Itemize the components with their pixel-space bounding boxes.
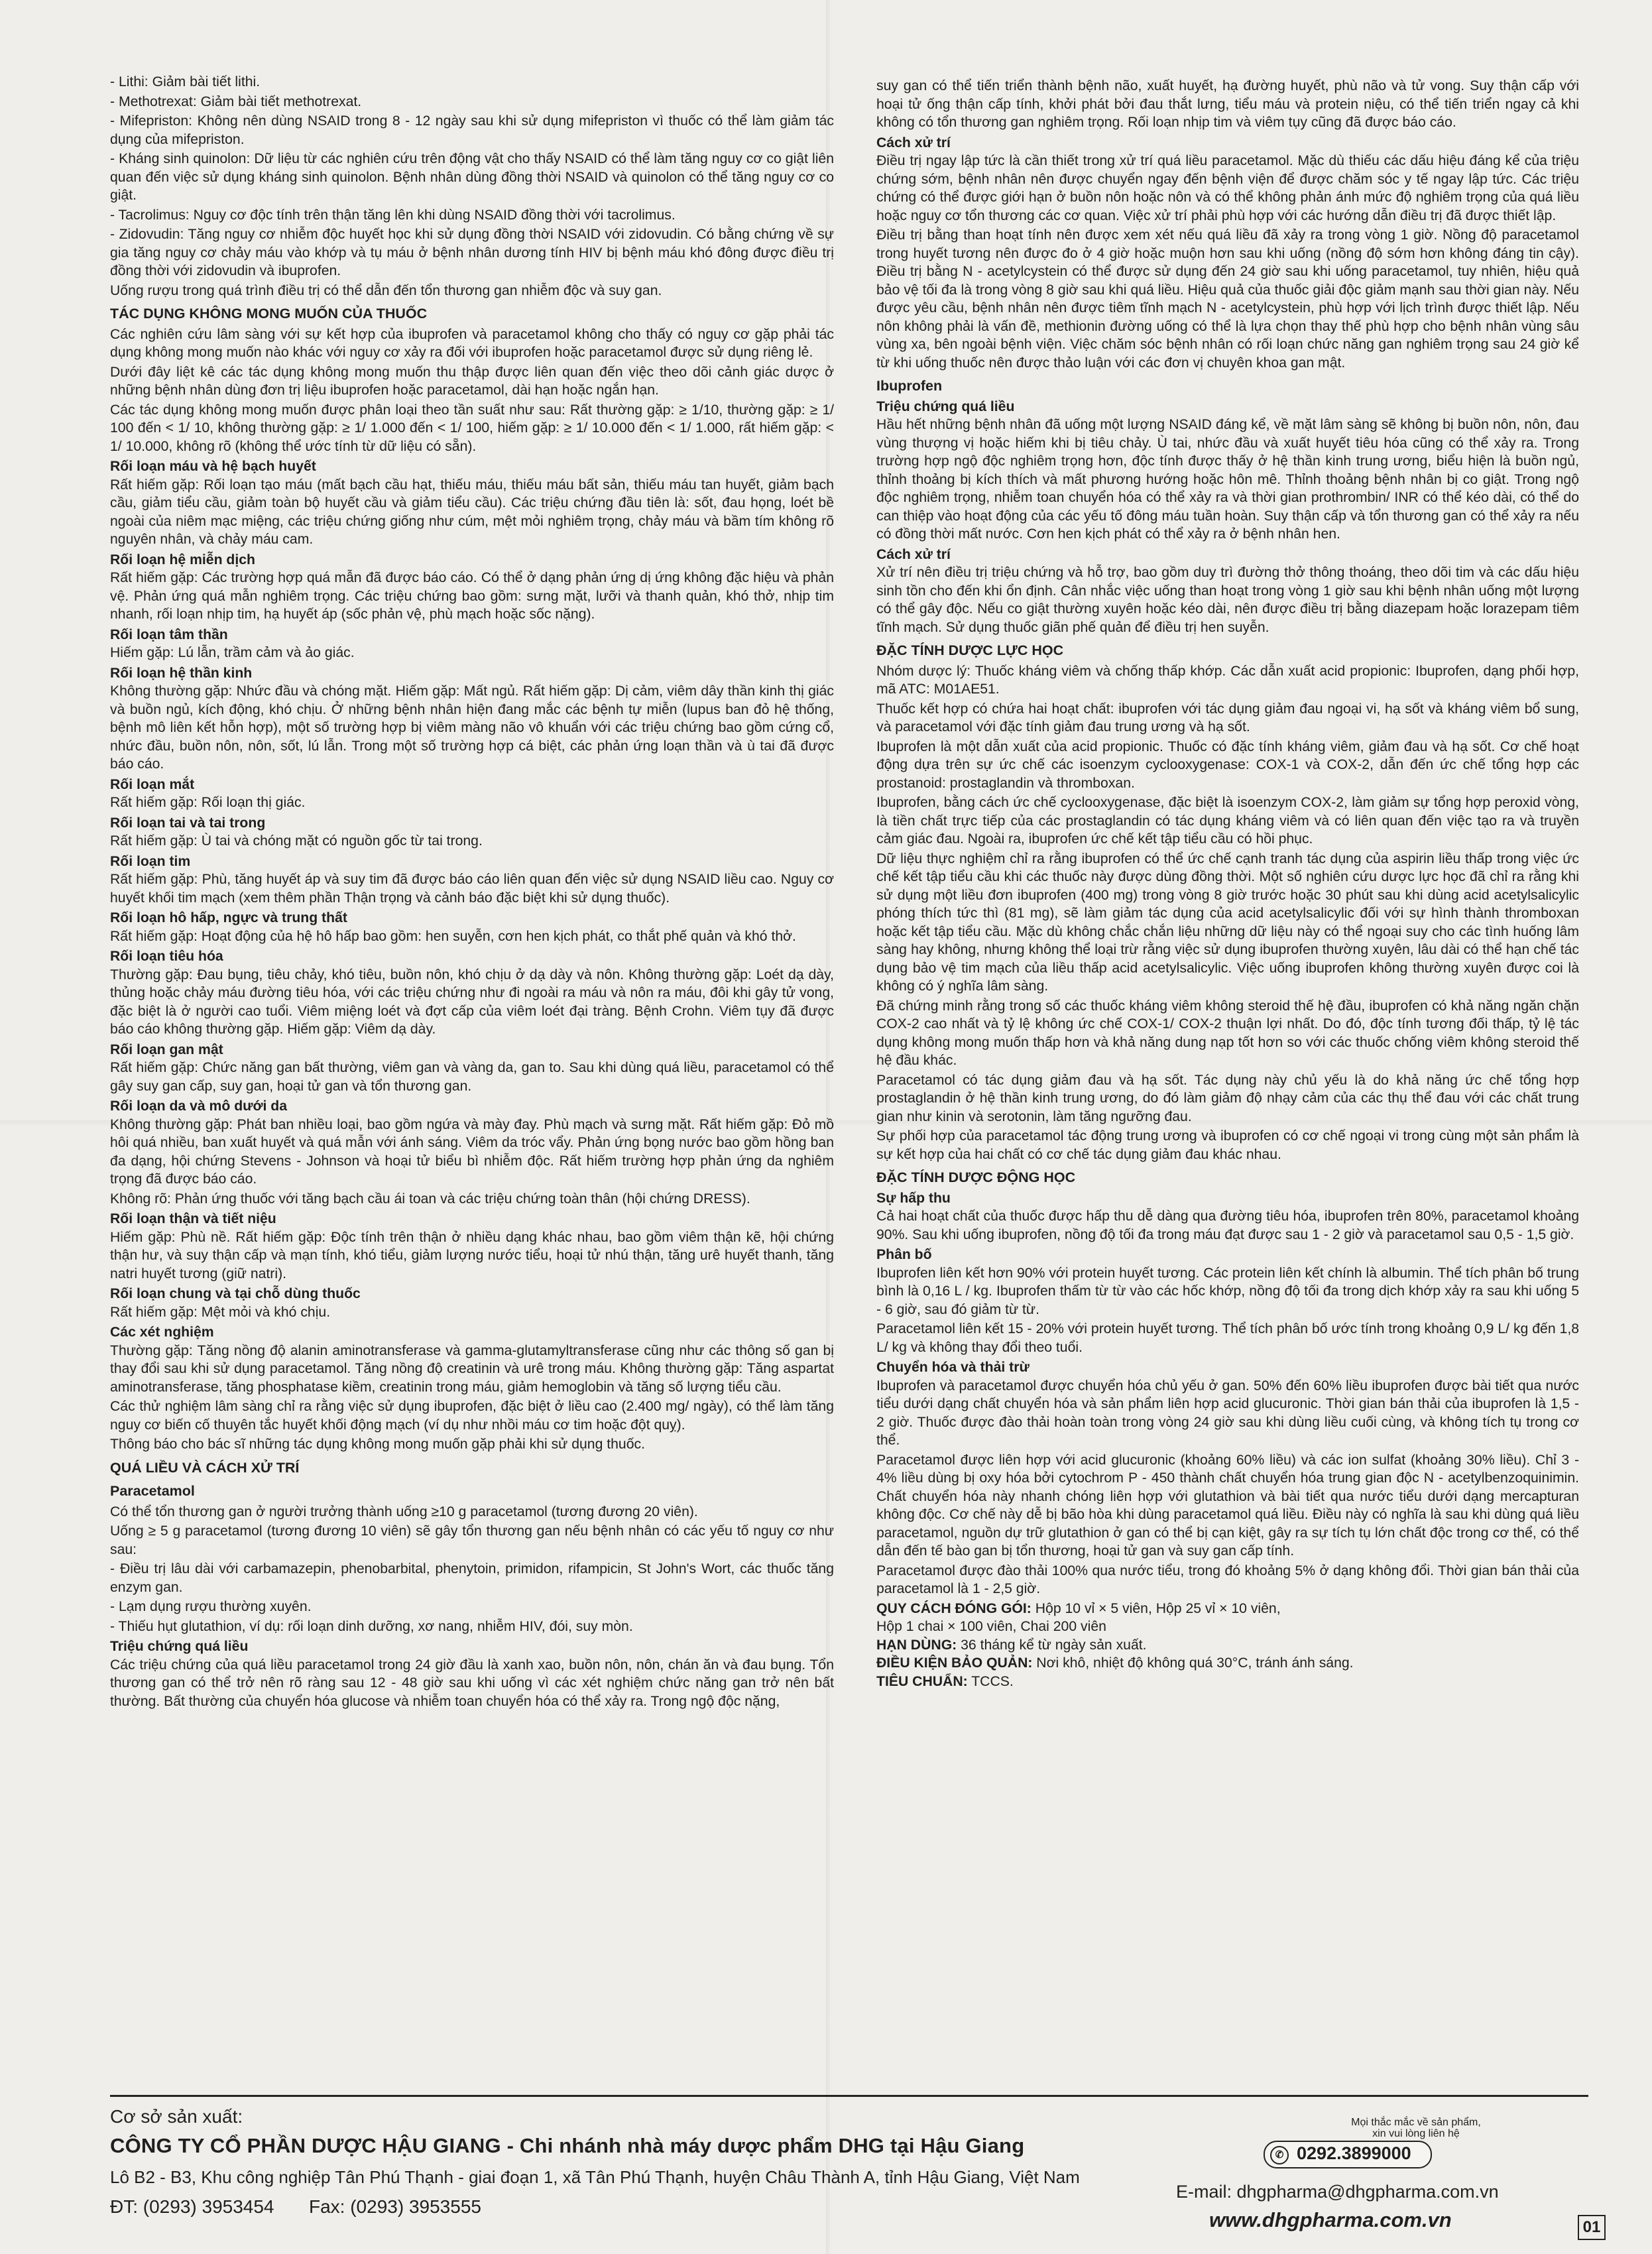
adverse-intro xyxy=(110,326,834,456)
pharmacokinetics-heading: ĐẶC TÍNH DƯỢC ĐỘNG HỌC xyxy=(876,1169,1076,1185)
spec-label: QUY CÁCH ĐÓNG GÓI: xyxy=(876,1600,1032,1616)
interactions-tail xyxy=(110,73,834,300)
spec-line xyxy=(876,1618,1579,1636)
spec-value: Hộp 1 chai × 100 viên, Chai 200 viên xyxy=(876,1619,1106,1634)
hotline-note: Mọi thắc mắc về sản phẩm, xin vui lòng liên hệ xyxy=(1351,2117,1481,2139)
paracetamol-treatment xyxy=(876,152,1579,372)
product-specs xyxy=(876,1600,1579,1691)
adverse-group-title: Rối loạn mắt xyxy=(110,776,195,792)
pharmacokinetics-group-title: Chuyển hóa và thải trừ xyxy=(876,1360,1030,1375)
pharmacodynamics-paragraph: Sự phối hợp của paracetamol tác động trung ương và ibuprofen có cơ chế ngoại vi trong cùng một sản phẩm là sự kết hợp của hai chất có cơ chế tác dụng giảm đau khác nhau. xyxy=(876,1128,1579,1162)
page-number: 01 xyxy=(1578,2215,1606,2240)
interaction-line: - Methotrexat: Giảm bài tiết methotrexat. xyxy=(110,93,362,109)
company-website: www.dhgpharma.com.vn xyxy=(1209,2208,1452,2231)
company-address: Lô B2 - B3, Khu công nghiệp Tân Phú Thạnh - giai đoạn 1, xã Tân Phú Thạnh, huyện Châu Thành A, tỉnh Hậu Giang, Việt Nam xyxy=(110,2167,1080,2187)
adverse-group-text: Không thường gặp: Nhức đầu và chóng mặt. Hiếm gặp: Mất ngủ. Rất hiếm gặp: Dị cảm, viêm dây thần kinh thị giác và buồn ngủ, kích động, khó chịu. Ở những bệnh nhân hiện đang mắc các bệnh tự miễn (lupus ban đỏ hệ thống, bệnh mô liên kết hỗn hợp), một số trường hợp bị viêm màng não vô khuẩn với các triệu chứng bao gồm cứng cổ, nhức đầu, buồn nôn, nôn, sốt, lú lẫn. Trong một số trường hợp cá biệt, các phản ứng loạn thần và ù tai đã được báo cáo. xyxy=(110,683,834,772)
pharmacodynamics-paragraph: Paracetamol có tác dụng giảm đau và hạ sốt. Tác dụng này chủ yếu là do khả năng ức chế tổng hợp prostaglandin ở hệ thần kinh trung ương, do đó làm giảm độ nhạy cảm của các thụ thể đau với các chất trung gian như kinin và serotonin, làm tăng ngưỡng đau. xyxy=(876,1072,1579,1124)
pharmacodynamics-paragraph: Thuốc kết hợp có chứa hai hoạt chất: ibuprofen với tác dụng giảm đau ngoại vi, hạ sốt và kháng viêm bổ sung, và paracetamol với đặc tính giảm đau trung ương và hạ sốt. xyxy=(876,701,1579,735)
pharmacodynamics-text xyxy=(876,662,1579,1164)
adverse-group-title: Rối loạn tiêu hóa xyxy=(110,949,223,964)
overdose-line: - Thiếu hụt glutathion, ví dụ: rối loạn dinh dưỡng, xơ nang, nhiễm HIV, đói, suy mòn. xyxy=(110,1618,633,1634)
interaction-line: - Kháng sinh quinolon: Dữ liệu từ các nghiên cứu trên động vật cho thấy NSAID có thể làm tăng nguy cơ co giật liên quan đến việc sử dụng kháng sinh quinolon. Bệnh nhân dùng đồng thời NSAID và quinolon có thể tăng nguy cơ co giật. xyxy=(110,151,834,203)
pharmacokinetics-text: Ibuprofen liên kết hơn 90% với protein huyết tương. Các protein liên kết chính là albumin. Thể tích phân bố trung bình là 0,16 L / kg. Ibuprofen thấm từ từ vào các hốc khớp, nồng độ tối đa trong dịch khớp xảy ra sau khi uống 5 - 6 giờ, sau đó giảm từ từ. xyxy=(876,1265,1579,1317)
adverse-group-text: Rất hiếm gặp: Phù, tăng huyết áp và suy tim đã được báo cáo liên quan đến việc sử dụng NSAID liều cao. Nguy cơ huyết khối tim mạch (xem thêm phần Thận trọng và cảnh báo đặc biệt khi sử dụng thuốc). xyxy=(110,872,834,906)
interaction-line: Uống rượu trong quá trình điều trị có thể dẫn đến tổn thương gan nhiễm độc và suy gan. xyxy=(110,282,662,298)
spec-value: 36 tháng kể từ ngày sản xuất. xyxy=(957,1637,1147,1653)
adverse-group-text: Thường gặp: Tăng nồng độ alanin aminotransferase và gamma-glutamyltransferase cũng như các thông số gan bị thay đổi sau khi sử dụng paracetamol. Tăng nồng độ creatinin và urê trong máu. Không thường gặp: Tăng aspartat aminotransferase, tăng phosphatase kiềm, creatinin trong máu, giảm hemoglobin và tăng số lượng tiểu cầu. xyxy=(110,1342,834,1395)
pharmacokinetics-text: Paracetamol liên kết 15 - 20% với protein huyết tương. Thể tích phân bố ước tính trong khoảng 0,9 L/ kg đến 1,8 L/ kg và không thay đổi theo tuổi. xyxy=(876,1321,1579,1355)
pharmacodynamics-paragraph: Đã chứng minh rằng trong số các thuốc kháng viêm không steroid thế hệ đầu, ibuprofen có khả năng ngăn chặn COX-2 cao nhất và tỷ lệ không ức chế COX-1/ COX-2 thuận lợi nhất. Do đó, độc tính tương đối thấp, tỷ lệ tác dụng không mong muốn thấp hơn và khả năng dung nạp tốt hơn so với các thuốc chống viêm không steroid thế hệ đầu khác. xyxy=(876,998,1579,1068)
adverse-group-title: Rối loạn da và mô dưới da xyxy=(110,1098,288,1114)
overdose-line: Uống ≥ 5 g paracetamol (tương đương 10 viên) sẽ gây tổn thương gan nếu bệnh nhân có các yếu tố nguy cơ như sau: xyxy=(110,1523,834,1557)
ibuprofen-symptoms-text: Hầu hết những bệnh nhân đã uống một lượng NSAID đáng kể, về mặt lâm sàng sẽ không bị buồn nôn, nôn, đau vùng thượng vị hoặc hiếm khi bị tiêu chảy. Ù tai, nhức đầu và xuất huyết tiêu hóa cũng có thể xảy ra. Trong trường hợp ngộ độc nghiêm trọng hơn, độc tính được thấy ở hệ thần kinh trung ương, biểu hiện là buồn ngủ, thỉnh thoảng bị kích thích và mất phương hướng hoặc hôn mê. Thỉnh thoảng bệnh nhân bị co giật. Trong ngộ độc nghiêm trọng, nhiễm toan chuyển hóa có thể xảy ra và thời gian prothrombin/ INR có thể kéo dài, có thể do can thiệp vào hoạt động của các yếu tố đông máu tuần hoàn. Suy thận cấp và tổn thương gan có thể xảy ra nếu có đồng thời mất nước. Cơn hen kịch phát có thể xảy ra ở bệnh nhân hen. xyxy=(876,417,1579,542)
adverse-group-title: Rối loạn thận và tiết niệu xyxy=(110,1211,276,1226)
overdose-line: - Điều trị lâu dài với carbamazepin, phenobarbital, phenytoin, primidon, rifampicin, St John's Wort, các thuốc tăng enzym gan. xyxy=(110,1561,834,1595)
adverse-group-title: Rối loạn tim xyxy=(110,853,191,869)
spec-line xyxy=(876,1636,1579,1655)
adverse-group-text: Thường gặp: Đau bụng, tiêu chảy, khó tiêu, buồn nôn, khó chịu ở dạ dày và nôn. Không thường gặp: Loét dạ dày, thủng hoặc chảy máu đường tiêu hóa, với các triệu chứng như đi ngoài ra máu và nôn ra máu, đôi khi gây tử vong, đặc biệt là ở người cao tuổi. Viêm miệng loét và đợt cấp của viêm loét đại tràng. Bệnh Crohn. Viêm tụy đã được báo cáo không thường gặp. Hiếm gặp: Viêm dạ dày. xyxy=(110,967,834,1037)
pharmacokinetics-group-title: Phân bố xyxy=(876,1247,932,1262)
spec-label: ĐIỀU KIỆN BẢO QUẢN: xyxy=(876,1655,1033,1671)
adverse-group-text: Hiếm gặp: Phù nề. Rất hiếm gặp: Độc tính trên thận ở nhiều dạng khác nhau, bao gồm viêm thận kẽ, hội chứng thận hư, và suy thận cấp và mạn tính, khó tiểu, giảm lượng nước tiểu, hoại tử nhú thận, tăng urê huyết thanh, tăng natri huyết tương (giữ natri). xyxy=(110,1229,834,1281)
adverse-group-text: Không rõ: Phản ứng thuốc với tăng bạch cầu ái toan và các triệu chứng toàn thân (hội chứng DRESS). xyxy=(110,1191,750,1207)
spec-value: TCCS. xyxy=(967,1673,1014,1689)
interaction-line: - Zidovudin: Tăng nguy cơ nhiễm độc huyết học khi sử dụng đồng thời NSAID với zidovudin. Có bằng chứng về sự gia tăng nguy cơ chảy máu vào khớp và tụ máu ở bệnh nhân dương tính HIV bị bệnh máu khó đông được điều trị đồng thời với zidovudin và ibuprofen. xyxy=(110,227,834,278)
interaction-line: - Lithi: Giảm bài tiết lithi. xyxy=(110,74,261,89)
pharmacodynamics-paragraph: Nhóm dược lý: Thuốc kháng viêm và chống thấp khớp. Các dẫn xuất acid propionic: Ibuprofen, dạng phối hợp, mã ATC: M01AE51. xyxy=(876,663,1579,697)
adverse-group-title: Rối loạn hô hấp, ngực và trung thất xyxy=(110,910,347,925)
manufacturer-footer xyxy=(110,2095,1601,2243)
pharmacokinetics-text: Paracetamol được liên hợp với acid glucuronic (khoảng 60% liều) và các ion sulfat (khoảng 30% liều). Chỉ 3 - 4% liều dùng bị oxy hóa bởi cytochrom P - 450 thành chất chuyển hóa trung gian độc N - acetylbenzoquinimin. Chất chuyển hóa này nhanh chóng liên hợp với glutathion và bài tiết qua nước tiểu dưới dạng mercapturan không độc. Cơ chế này dễ bị bão hòa khi dùng paracetamol quá liều. Điều này có nghĩa là sau khi dùng quá liều paracetamol, nguồn dự trữ glutathion ở gan có thể bị cạn kiệt, gây ra sự tích tụ lớn chất độc trong cơ thể, có thể dẫn đến tế bào gan bị tổn thương, hoại tử gan và suy gan cấp tính. xyxy=(876,1452,1579,1559)
spec-label: HẠN DÙNG: xyxy=(876,1637,957,1653)
adverse-group-title: Rối loạn máu và hệ bạch huyết xyxy=(110,459,316,474)
hotline-box xyxy=(1250,2117,1542,2163)
interaction-line: - Tacrolimus: Nguy cơ độc tính trên thận tăng lên khi dùng NSAID đồng thời với tacrolimus. xyxy=(110,207,676,223)
overdose-continuation: suy gan có thể tiến triển thành bệnh não, xuất huyết, hạ đường huyết, phù não và tử vong. Suy thận cấp với hoại tử ống thận cấp tính, khởi phát bởi đau thắt lưng, tiểu máu và protein niệu, có thể tiến triển ngay cả khi không có tổn thương gan nghiêm trọng. Rối loạn nhịp tim và viêm tụy cũng đã được báo cáo. xyxy=(876,78,1579,130)
left-column xyxy=(110,73,834,1712)
adverse-group-text: Rất hiếm gặp: Hoạt động của hệ hô hấp bao gồm: hen suyễn, cơn hen kịch phát, co thắt phế quản và khó thở. xyxy=(110,928,796,944)
adverse-group-text: Rất hiếm gặp: Các trường hợp quá mẫn đã được báo cáo. Có thể ở dạng phản ứng dị ứng không đặc hiệu và phản vệ. Phản ứng quá mẫn nghiêm trọng. Các triệu chứng bao gồm: sưng mặt, lưỡi và thanh quản, khó thở, nhịp tim nhanh, rối loạn nhịp tim, hạ huyết áp (sốc phản vệ, phù mạch hoặc sốc nặng). xyxy=(110,570,834,622)
overdose-lines xyxy=(110,1503,834,1636)
overdose-symptoms-text: Các triệu chứng của quá liều paracetamol trong 24 giờ đầu là xanh xao, buồn nôn, nôn, chán ăn và đau bụng. Tổn thương gan có thể trở nên rõ ràng sau 12 - 48 giờ sau khi uống vì các xét nghiệm chức năng gan trở nên bất thường. Bất thường của chuyển hóa glucose và nhiễm toan chuyển hóa có thể xảy ra. Trong ngộ độc nặng, xyxy=(110,1657,834,1709)
adverse-group-title: Rối loạn gan mật xyxy=(110,1041,223,1057)
adverse-group-title: Các xét nghiệm xyxy=(110,1325,214,1340)
spec-line xyxy=(876,1673,1579,1691)
company-email: E-mail: dhgpharma@dhgpharma.com.vn xyxy=(1176,2182,1499,2202)
adverse-group-title: Rối loạn tai và tai trong xyxy=(110,815,266,831)
pharmacodynamics-paragraph: Dữ liệu thực nghiệm chỉ ra rằng ibuprofen có thể ức chế cạnh tranh tác dụng của aspirin liều thấp trong việc ức chế kết tập tiểu cầu khi các thuốc này được dùng đồng thời. Một số nghiên cứu dược lực học đã chỉ ra rằng khi sử dụng một liều đơn ibuprofen (400 mg) trong vòng 8 giờ trước hoặc 30 phút sau khi dùng acid acetylsalicylic phóng thích tức thì (81 mg), sẽ làm giảm tác dụng của acid acetylsalicylic đối với sự hình thành thromboxan hoặc kết tập tiểu cầu. Mặc dù không chắc chắn liệu những dữ liệu này có thể ngoại suy cho các tình huống lâm sàng hay không, nhưng không thể loại trừ rằng việc sử dụng ibuprofen thường xuyên, lâu dài có thể hạn chế tác dụng bảo vệ tim mạch của liều thấp acid acetylsalicylic. Việc uống ibuprofen không thường xuyên được coi là không có ý nghĩa lâm sàng. xyxy=(876,851,1579,994)
treatment-paragraph: Điều trị ngay lập tức là cần thiết trong xử trí quá liều paracetamol. Mặc dù thiếu các dấu hiệu đáng kể của triệu chứng sớm, bệnh nhân nên được chuyển ngay đến bệnh viện để được chăm sóc y tế ngay lập tức. Các triệu chứng có thể được giới hạn ở buồn nôn hoặc nôn và có thể không phản ánh mức độ nghiêm trọng của quá liều hoặc nguy cơ tổn thương các cơ quan. Việc xử trí phải phù hợp với các hướng dẫn điều trị đã được thiết lập. xyxy=(876,153,1579,223)
pharmacokinetics-text: Ibuprofen và paracetamol được chuyển hóa chủ yếu ở gan. 50% đến 60% liều ibuprofen được bài tiết qua nước tiểu dưới dạng chất chuyển hóa và sản phẩm liên hợp acid glucuronic. Thời gian bán thải của ibuprofen là 1,5 - 2 giờ. Thuốc được đào thải hoàn toàn trong vòng 24 giờ sau khi dùng liều cuối cùng, và không tích tụ trong cơ thể. xyxy=(876,1378,1579,1448)
right-column xyxy=(876,77,1579,1690)
adverse-heading: TÁC DỤNG KHÔNG MONG MUỐN CỦA THUỐC xyxy=(110,306,428,322)
adverse-group-text: Không thường gặp: Phát ban nhiều loại, bao gồm ngứa và mày đay. Phù mạch và sưng mặt. Rất hiếm gặp: Đỏ mồ hôi quá nhiều, ban xuất huyết và quá mẫn với ánh sáng. Viêm da tróc vẩy. Phản ứng bọng nước bao gồm hồng ban đa dạng, hội chứng Stevens - Johnson và hoại tử biểu bì nhiễm độc. Rất hiếm trường hợp phản ứng da nghiêm trọng đã được báo cáo. xyxy=(110,1116,834,1187)
spec-label: TIÊU CHUẨN: xyxy=(876,1673,968,1689)
spec-value: Nơi khô, nhiệt độ không quá 30°C, tránh ánh sáng. xyxy=(1032,1655,1354,1671)
adverse-group-title: Rối loạn chung và tại chỗ dùng thuốc xyxy=(110,1286,361,1301)
hotline-pill xyxy=(1264,2141,1432,2168)
manufacturer-label: Cơ sở sản xuất: xyxy=(110,2106,243,2127)
adverse-groups xyxy=(110,457,834,1454)
ibuprofen-symptoms-title: Triệu chứng quá liều xyxy=(876,398,1015,414)
company-phone: ĐT: (0293) 3953454 xyxy=(110,2196,274,2217)
spec-value: Hộp 10 vỉ × 5 viên, Hộp 25 vỉ × 10 viên, xyxy=(1031,1600,1281,1616)
spec-line xyxy=(876,1600,1579,1618)
overdose-symptoms-title: Triệu chứng quá liều xyxy=(110,1639,249,1654)
ibuprofen-treatment-text: Xử trí nên điều trị triệu chứng và hỗ trợ, bao gồm duy trì đường thở thông thoáng, theo dõi tim và các dấu hiệu sinh tồn cho đến khi ổn định. Cân nhắc việc uống than hoạt trong vòng 1 giờ sau khi bệnh nhân uống một lượng có thể gây độc. Nếu co giật thường xuyên hoặc kéo dài, nên được điều trị bằng diazepam hoặc lorazepam tiêm tĩnh mạch. Sử dụng thuốc giãn phế quản để điều trị hen suyễn. xyxy=(876,565,1579,635)
adverse-group-text: Rất hiếm gặp: Rối loạn tạo máu (mất bạch cầu hạt, thiếu máu, thiếu máu bất sản, thiếu máu tan huyết, giảm bạch cầu, giảm tiểu cầu, giảm toàn bộ huyết cầu và giảm tiểu cầu). Các triệu chứng đầu tiên là: sốt, đau họng, loét bề ngoài của niêm mạc miệng, các triệu chứng giống như cúm, mệt mỏi nghiêm trọng, chảy máu và bầm tím không rõ nguyên nhân, và chảy máu cam. xyxy=(110,477,834,547)
pharmacokinetics-group-title: Sự hấp thu xyxy=(876,1190,951,1206)
interaction-line: - Mifepriston: Không nên dùng NSAID trong 8 - 12 ngày sau khi sử dụng mifepriston vì thuốc có thể làm giảm tác dụng của mifepriston. xyxy=(110,113,834,147)
adverse-group-text: Rất hiếm gặp: Mệt mỏi và khó chịu. xyxy=(110,1304,331,1320)
adverse-group-text: Hiếm gặp: Lú lẫn, trầm cảm và ảo giác. xyxy=(110,645,355,660)
adverse-group-text: Rất hiếm gặp: Chức năng gan bất thường, viêm gan và vàng da, gan to. Sau khi dùng quá liều, paracetamol có thể gây suy gan cấp, suy gan, hoại tử gan và tổn thương gan. xyxy=(110,1060,834,1094)
adverse-group-text: Rất hiếm gặp: Ù tai và chóng mặt có nguồn gốc từ tai trong. xyxy=(110,833,483,849)
pharmacodynamics-paragraph: Ibuprofen là một dẫn xuất của acid propionic. Thuốc có đặc tính kháng viêm, giảm đau và hạ sốt. Cơ chế hoạt động dựa trên sự ức chế các isoenzym cyclooxygenase: COX-1 và COX-2, dẫn đến ức chế tổng hợp các prostanoid: prostaglandin và thromboxan. xyxy=(876,739,1579,791)
ibuprofen-subheading: Ibuprofen xyxy=(876,378,943,394)
pharmacokinetics-groups xyxy=(876,1189,1579,1598)
pharmacokinetics-text: Paracetamol được đào thải 100% qua nước tiểu, trong đó khoảng 5% ở dạng không đổi. Thời gian bán thải của paracetamol là 1 - 2,5 giờ. xyxy=(876,1563,1579,1596)
ibuprofen-treatment-title: Cách xử trí xyxy=(876,546,951,562)
spec-line xyxy=(876,1654,1579,1673)
company-fax: Fax: (0293) 3953555 xyxy=(309,2196,481,2217)
adverse-group-title: Rối loạn hệ thần kinh xyxy=(110,665,253,681)
adverse-intro-paragraph: Các tác dụng không mong muốn được phân loại theo tần suất như sau: Rất thường gặp: ≥ 1/10, thường gặp: ≥ 1/ 100 đến < 1/ 10, không thường gặp: ≥ 1/ 1.000 đến < 1/ 100, hiếm gặp: ≥ 1/ 10.000 đến < 1/ 1.000, rất hiếm gặp: < 1/ 10.000, không rõ (không thể ước tính từ dữ liệu có sẵn). xyxy=(110,402,834,454)
phone-icon: ✆ xyxy=(1270,2146,1289,2165)
adverse-intro-paragraph: Các nghiên cứu lâm sàng với sự kết hợp của ibuprofen và paracetamol không cho thấy có nguy cơ gặp phải tác dụng không mong muốn nào khác với nguy cơ xảy ra đối với ibuprofen hoặc paracetamol được sử dụng riêng lẻ. xyxy=(110,326,834,360)
paracetamol-treatment-title: Cách xử trí xyxy=(876,135,951,150)
adverse-group-title: Rối loạn tâm thần xyxy=(110,626,228,642)
adverse-group-text: Rất hiếm gặp: Rối loạn thị giác. xyxy=(110,795,306,810)
pharmacodynamics-heading: ĐẶC TÍNH DƯỢC LỰC HỌC xyxy=(876,642,1064,658)
adverse-group-text: Thông báo cho bác sĩ những tác dụng không mong muốn gặp phải khi sử dụng thuốc. xyxy=(110,1437,645,1452)
adverse-group-title: Rối loạn hệ miễn dịch xyxy=(110,552,255,567)
pharmacokinetics-text: Cả hai hoạt chất của thuốc được hấp thu dễ dàng qua đường tiêu hóa, ibuprofen trên 80%, paracetamol khoảng 90%. Sau khi uống ibuprofen, nồng độ tối đa trong máu đạt được sau 1 - 2 giờ và paracetamol sau 0,5 - 1,5 giờ. xyxy=(876,1209,1579,1242)
pharmacodynamics-paragraph: Ibuprofen, bằng cách ức chế cyclooxygenase, đặc biệt là isoenzym COX-2, làm giảm sự tổng hợp peroxid vòng, là tiền chất trực tiếp của các prostaglandin có tác dụng kháng viêm và có liên quan đến việc tạo ra và truyền cảm giác đau. Ngoài ra, ibuprofen ức chế kết tập tiểu cầu có hồi phục. xyxy=(876,795,1579,847)
overdose-line: Có thể tổn thương gan ở người trưởng thành uống ≥10 g paracetamol (tương đương 20 viên). xyxy=(110,1504,698,1519)
hotline-number: 0292.3899000 xyxy=(1297,2143,1411,2163)
overdose-heading: QUÁ LIỀU VÀ CÁCH XỬ TRÍ xyxy=(110,1459,300,1476)
company-name: CÔNG TY CỔ PHẦN DƯỢC HẬU GIANG - Chi nhánh nhà máy dược phẩm DHG tại Hậu Giang xyxy=(110,2134,1025,2157)
paracetamol-subheading: Paracetamol xyxy=(110,1483,195,1499)
adverse-group-text: Các thử nghiệm lâm sàng chỉ ra rằng việc sử dụng ibuprofen, đặc biệt ở liều cao (2.400 mg/ ngày), có thể làm tăng nguy cơ biến cố thuyên tắc huyết khối động mạch (ví dụ như nhồi máu cơ tim hoặc đột quỵ). xyxy=(110,1399,834,1433)
treatment-paragraph: Điều trị bằng than hoạt tính nên được xem xét nếu quá liều đã xảy ra trong vòng 1 giờ. Nồng độ paracetamol trong huyết tương nên được đo ở 4 giờ hoặc muộn hơn sau khi uống (nồng độ sớm hơn không đáng tin cậy). Điều trị bằng N - acetylcystein có thể được sử dụng đến 24 giờ sau khi uống paracetamol, tuy nhiên, hiệu quả bảo vệ tối đa là trong vòng 8 giờ sau khi quá liều. Hiệu quả của thuốc giải độc giảm mạnh sau thời gian này. Nếu được yêu cầu, bệnh nhân nên được tiêm tĩnh mạch N - acetylcystein, phù hợp với lịch trình được thiết lập. Nếu nôn không phải là vấn đề, methionin đường uống có thể là lựa chọn thay thế phù hợp cho bệnh nhân vùng sâu vùng xa, bên ngoài bệnh viện. Việc chăm sóc bệnh nhân có rối loạn chức năng gan nghiêm trọng sau 24 giờ kể từ khi uống thuốc nên được thảo luận với các đơn vị chuyên khoa gan mật. xyxy=(876,227,1579,371)
adverse-intro-paragraph: Dưới đây liệt kê các tác dụng không mong muốn thu thập được liên quan đến việc theo dõi cảnh giác dược ở những bệnh nhân dùng đơn trị liệu ibuprofen hoặc paracetamol, dài hạn hoặc ngắn hạn. xyxy=(110,364,834,398)
overdose-line: - Lạm dụng rượu thường xuyên. xyxy=(110,1599,312,1614)
